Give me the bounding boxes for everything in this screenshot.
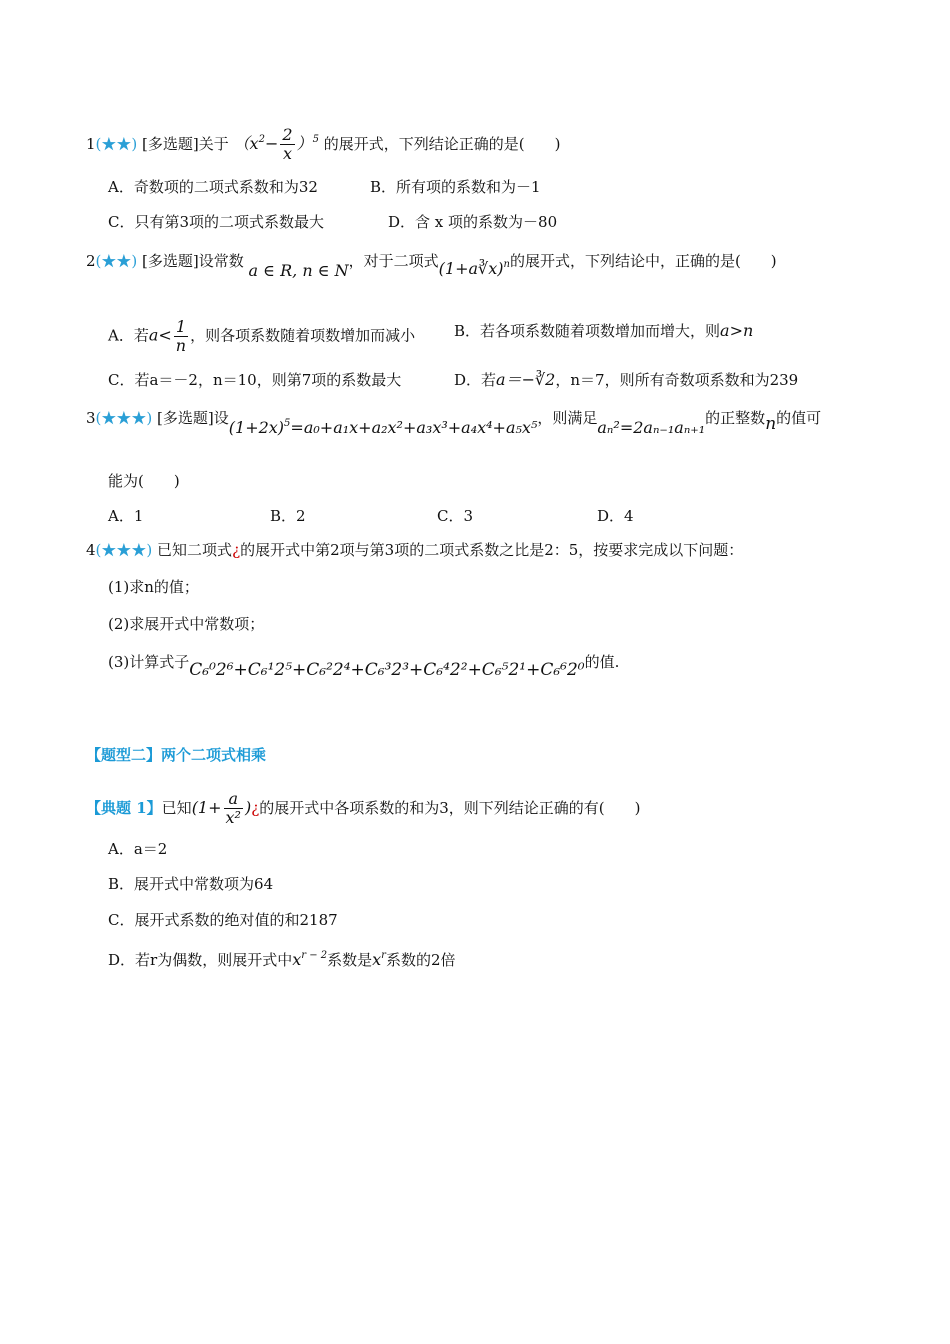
- q3-condition: aₙ²=2aₙ₋₁aₙ₊₁: [597, 418, 706, 437]
- q4-glyph: ¿: [232, 541, 241, 559]
- q1-expression: （$x^2-$ $\frac{2}{x}$ ）$^5$: [233, 125, 319, 163]
- q2-condition: a ∈ R, n ∈ N: [248, 261, 349, 280]
- q2-number: 2: [86, 252, 96, 270]
- q3-stars: (★★★): [95, 409, 153, 427]
- q2-stem-line: [86, 250, 777, 282]
- q1-number: 1: [86, 135, 96, 153]
- q3-option-a: A．1: [108, 507, 144, 525]
- q3-tail: 的正整数: [705, 409, 766, 427]
- ex1-tail: 的展开式中各项系数的和为3，则下列结论正确的有( ): [259, 799, 641, 817]
- ex1-option-c: C．展开式系数的绝对值的和2187: [108, 911, 338, 929]
- q3-line2: 能为( ): [108, 472, 180, 490]
- ex1-glyph: ¿: [251, 799, 260, 817]
- q2-binomial: (1+a∛x)$^n$: [438, 259, 510, 278]
- ex1-stem-line: [86, 790, 641, 827]
- q2-tail: 的展开式，下列结论中，正确的是( ): [509, 252, 777, 270]
- q3-option-d: D．4: [597, 507, 634, 525]
- q2-option-d: D．若a＝−∛2，n＝7，则所有奇数项系数和为239: [454, 370, 799, 389]
- q3-mid: ，则满足: [537, 409, 598, 427]
- q3-stem: [多选题]设: [157, 409, 229, 427]
- q2-stars: (★★): [95, 252, 138, 270]
- ex1-stem: 已知: [161, 799, 192, 817]
- q2-option-a: A．若a< $\frac{1}{n}$ ，则各项系数随着项数增加而减小: [108, 317, 416, 355]
- q1-option-a: A．奇数项的二项式系数和为32: [108, 178, 318, 196]
- q3-option-b: B．2: [270, 507, 306, 525]
- q2-condition-tail: ，对于二项式: [348, 252, 439, 270]
- q1-stars: (★★): [95, 135, 138, 153]
- q1-option-c: C．只有第3项的二项式系数最大: [108, 213, 325, 231]
- q3-expression: $(1+2x)^5=a_0+a_1x+a_2x^2+a_3x^3+a_4x^4+a_5x^5$: [228, 418, 538, 437]
- ex1-option-b: B．展开式中常数项为64: [108, 875, 274, 893]
- q3-tail2: 的值可: [776, 409, 822, 427]
- q3-option-c: C．3: [437, 507, 474, 525]
- q4-tail: 的展开式中第2项与第3项的二项式系数之比是2：5，按要求完成以下问题：: [240, 541, 744, 559]
- q1-stem: [多选题]关于: [142, 135, 229, 153]
- q2-stem: [多选题]设常数: [142, 252, 244, 270]
- q3-number: 3: [86, 409, 96, 427]
- q1-stem-line: [86, 126, 560, 163]
- q4-stars: (★★★): [95, 541, 153, 559]
- q1-tail: 的展开式，下列结论正确的是( ): [323, 135, 561, 153]
- ex1-expression: (1+ $\frac{a}{\text{x²}}$ ): [191, 789, 252, 827]
- q1-option-b: B．所有项的系数和为－1: [370, 178, 541, 196]
- ex1-label: 【典题 1】: [86, 799, 162, 817]
- q3-n: n: [765, 414, 777, 434]
- q2-option-b: B．若各项系数随着项数增加而增大，则a>n: [454, 321, 754, 340]
- q3-stem-line: [86, 407, 821, 439]
- q1-option-d: D．含 x 项的系数为－80: [388, 213, 558, 231]
- q4-stem-line: [86, 539, 743, 561]
- q4-number: 4: [86, 541, 96, 559]
- q4-sum-expression: C₆⁰2⁶+C₆¹2⁵+C₆²2⁴+C₆³2³+C₆⁴2²+C₆⁵2¹+C₆⁶2⁰: [189, 660, 585, 680]
- ex1-option-d: D．若r为偶数，则展开式中$x^{r - 2}$系数是$x^r$系数的2倍: [108, 950, 456, 969]
- q4-part-3: (3)计算式子C₆⁰2⁶+C₆¹2⁵+C₆²2⁴+C₆³2³+C₆⁴2²+C₆⁵2¹+C₆⁶2⁰的值.: [108, 653, 620, 680]
- ex1-option-a: A．a＝2: [108, 840, 168, 858]
- q4-part-2: (2)求展开式中常数项；: [108, 615, 265, 633]
- q2-option-c: C．若a＝－2，n＝10，则第7项的系数最大: [108, 371, 402, 389]
- q4-stem: 已知二项式: [157, 541, 233, 559]
- section-title: 【题型二】两个二项式相乘: [86, 746, 267, 764]
- q4-part-1: (1)求n的值；: [108, 578, 199, 596]
